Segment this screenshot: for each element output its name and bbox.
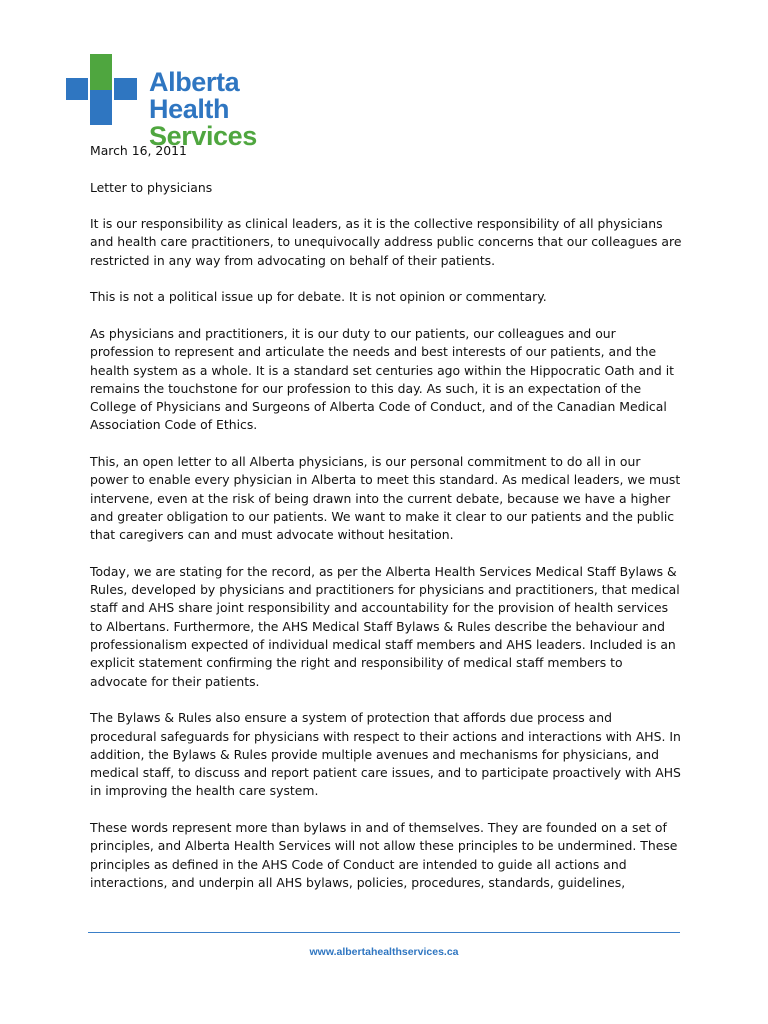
letter-subject: Letter to physicians <box>90 179 213 195</box>
paragraph-4: This, an open letter to all Alberta physicians, is our personal commitment to do all in our power to enable every physician in Alberta to meet this standard. As medical leaders, we must intervene, even at the risk of being drawn into the current debate, because we have a higher and greater obligation to our patients. We want to make it clear to our patients and the public that caregivers can and must advocate without hesitation. <box>90 454 681 543</box>
logo-line-alberta-health: Alberta Health <box>149 67 240 124</box>
logo-line-services: Services <box>149 121 257 151</box>
paragraph-5: Today, we are stating for the record, as per the Alberta Health Services Medical Staff Bylaws & Rules, developed by physicians and practitioners for physicians and practitioners, that medical staff and AHS share joint responsibility and accountability for the provision of health services to Albertans. Furthermore, the AHS Medical Staff Bylaws & Rules describe the behaviour and professionalism expected of individual medical staff members and AHS leaders. Included is an explicit statement confirming the right and responsibility of medical staff members to advocate for their patients. <box>90 563 680 689</box>
paragraph-2: This is not a political issue up for debate. It is not opinion or commentary. <box>90 289 547 305</box>
paragraph-7: These words represent more than bylaws in and of themselves. They are founded on a set of principles, and Alberta Health Services will not allow these principles to be undermined. These principles as defined in the AHS Code of Conduct are intended to guide all actions and interactions, and underpin all AHS bylaws, policies, procedures, standards, guidelines, <box>90 819 678 890</box>
paragraph-6: The Bylaws & Rules also ensure a system of protection that affords due process and procedural safeguards for physicians with respect to their actions and interactions with AHS. In addition, the Bylaws & Rules provide multiple avenues and mechanisms for physicians, and medical staff, to discuss and report patient care issues, and to participate proactively with AHS in improving the health care system. <box>90 710 681 799</box>
footer-website-link[interactable]: www.albertahealthservices.ca <box>309 946 459 958</box>
letter-date: March 16, 2011 <box>90 143 187 158</box>
ahs-cross-icon <box>66 54 137 125</box>
paragraph-3: As physicians and practitioners, it is our duty to our patients, our colleagues and our profession to represent and articulate the needs and best interests of our patients, and the health system as a whole. It is a standard set centuries ago within the Hippocratic Oath and it remains the touchstone for our profession to this day. As such, it is an expectation of the College of Physicians and Surgeons of Alberta Code of Conduct, and of the Canadian Medical Association Code of Ethics. <box>90 325 675 433</box>
paragraph-1: It is our responsibility as clinical leaders, as it is the collective responsibility of all physicians and health care practitioners, to unequivocally address public concerns that our colleagues are restricted in any way from advocating on behalf of their patients. <box>90 216 682 268</box>
ahs-wordmark <box>149 69 316 150</box>
footer-divider <box>88 932 680 933</box>
letter-body <box>90 140 682 910</box>
